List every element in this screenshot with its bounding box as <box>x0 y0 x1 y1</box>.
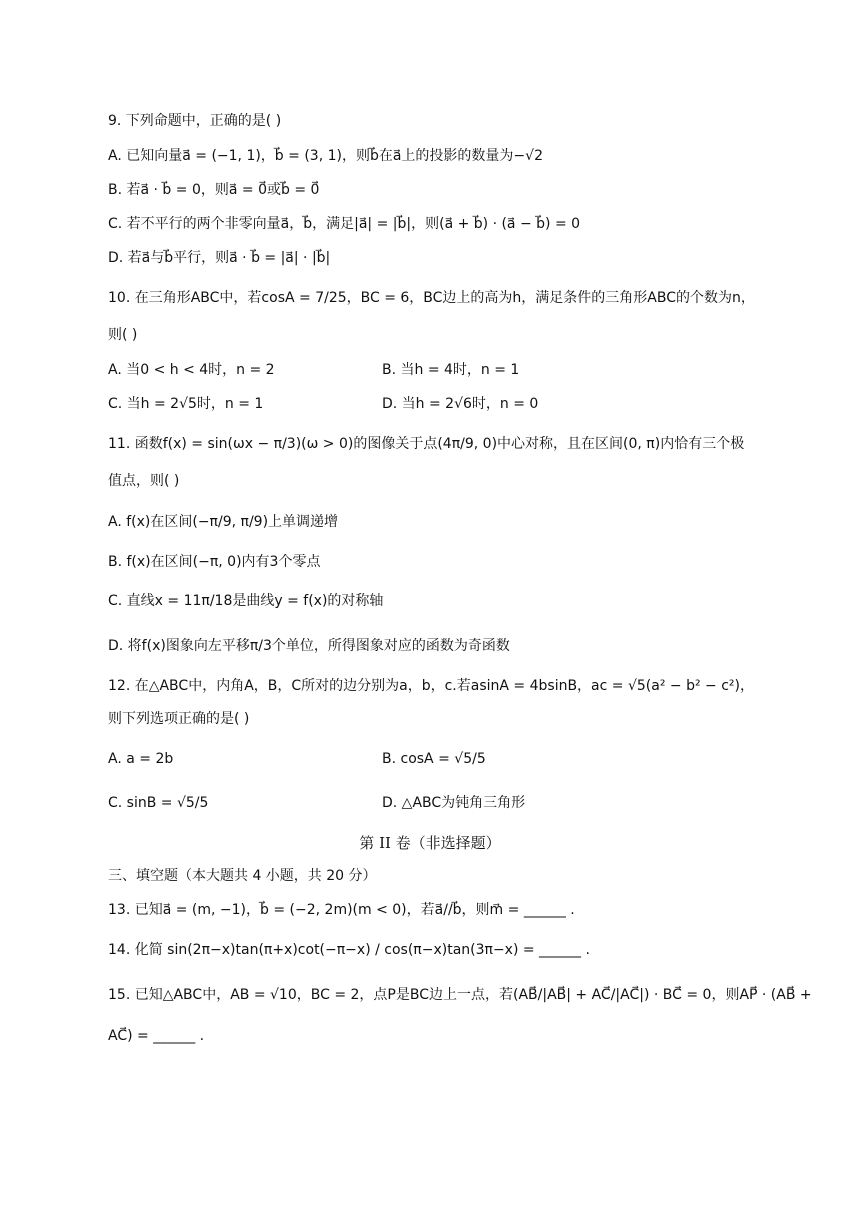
q11-option-b: B. f(x)在区间(−π, 0)内有3个零点 <box>108 554 321 570</box>
q13: 13. 已知a⃗ = (m, −1)，b⃗ = (−2, 2m)(m < 0)，若a⃗//b⃗，则m⃗ = ______ . <box>108 902 575 918</box>
q11-option-d: D. 将f(x)图象向左平移π/3个单位，所得图象对应的函数为奇函数 <box>108 638 510 654</box>
q14: 14. 化简 sin(2π−x)tan(π+x)cot(−π−x) / cos(π−x)tan(3π−x) = ______ . <box>108 942 590 958</box>
q12-stem-cont: 则下列选项正确的是( ) <box>108 711 250 727</box>
q10-option-d: D. 当h = 2√6时，n = 0 <box>382 396 539 412</box>
q9-option-d: D. 若a⃗与b⃗平行，则a⃗ · b⃗ = |a⃗| · |b⃗| <box>108 250 331 266</box>
q15: 15. 已知△ABC中，AB = √10，BC = 2，点P是BC边上一点，若(AB⃗/|AB⃗| + AC⃗/|AC⃗|) · BC⃗ = 0，则AP⃗ · (AB⃗ + <box>108 987 812 1003</box>
q10-stem-cont: 则( ) <box>108 327 138 343</box>
q10-option-a: A. 当0 < h < 4时，n = 2 <box>108 362 275 378</box>
q12-option-d: D. △ABC为钝角三角形 <box>382 795 526 811</box>
section-title: 第 II 卷（非选择题） <box>359 834 501 852</box>
q12-stem: 12. 在△ABC中，内角A，B，C所对的边分别为a，b，c.若asinA = 4bsinB，ac = √5(a² − b² − c²)， <box>108 678 754 694</box>
q11-option-c: C. 直线x = 11π/18是曲线y = f(x)的对称轴 <box>108 593 384 609</box>
q10-stem: 10. 在三角形ABC中，若cosA = 7/25，BC = 6，BC边上的高为h，满足条件的三角形ABC的个数为n， <box>108 290 755 306</box>
q15-cont: AC⃗) = ______ . <box>108 1028 205 1044</box>
q9-option-c: C. 若不平行的两个非零向量a⃗，b⃗，满足|a⃗| = |b⃗|，则(a⃗ + b⃗) · (a⃗ − b⃗) = 0 <box>108 216 581 232</box>
q11-stem: 11. 函数f(x) = sin(ωx − π/3)(ω > 0)的图像关于点(4π/9, 0)中心对称，且在区间(0, π)内恰有三个极 <box>108 436 745 452</box>
part3-heading: 三、填空题（本大题共 4 小题，共 20 分） <box>108 868 377 884</box>
q9-option-b: B. 若a⃗ · b⃗ = 0，则a⃗ = 0⃗或b⃗ = 0⃗ <box>108 182 320 198</box>
q12-option-c: C. sinB = √5/5 <box>108 795 209 811</box>
q9-stem: 9. 下列命题中，正确的是( ) <box>108 113 282 129</box>
q10-option-c: C. 当h = 2√5时，n = 1 <box>108 396 264 412</box>
q11-option-a: A. f(x)在区间(−π/9, π/9)上单调递增 <box>108 514 339 530</box>
q12-option-a: A. a = 2b <box>108 751 174 767</box>
q12-option-b: B. cosA = √5/5 <box>382 751 486 767</box>
q9-option-a: A. 已知向量a⃗ = (−1, 1)，b⃗ = (3, 1)，则b⃗在a⃗上的投影的数量为−√2 <box>108 148 543 164</box>
q11-stem-cont: 值点，则( ) <box>108 473 180 489</box>
q10-option-b: B. 当h = 4时，n = 1 <box>382 362 520 378</box>
